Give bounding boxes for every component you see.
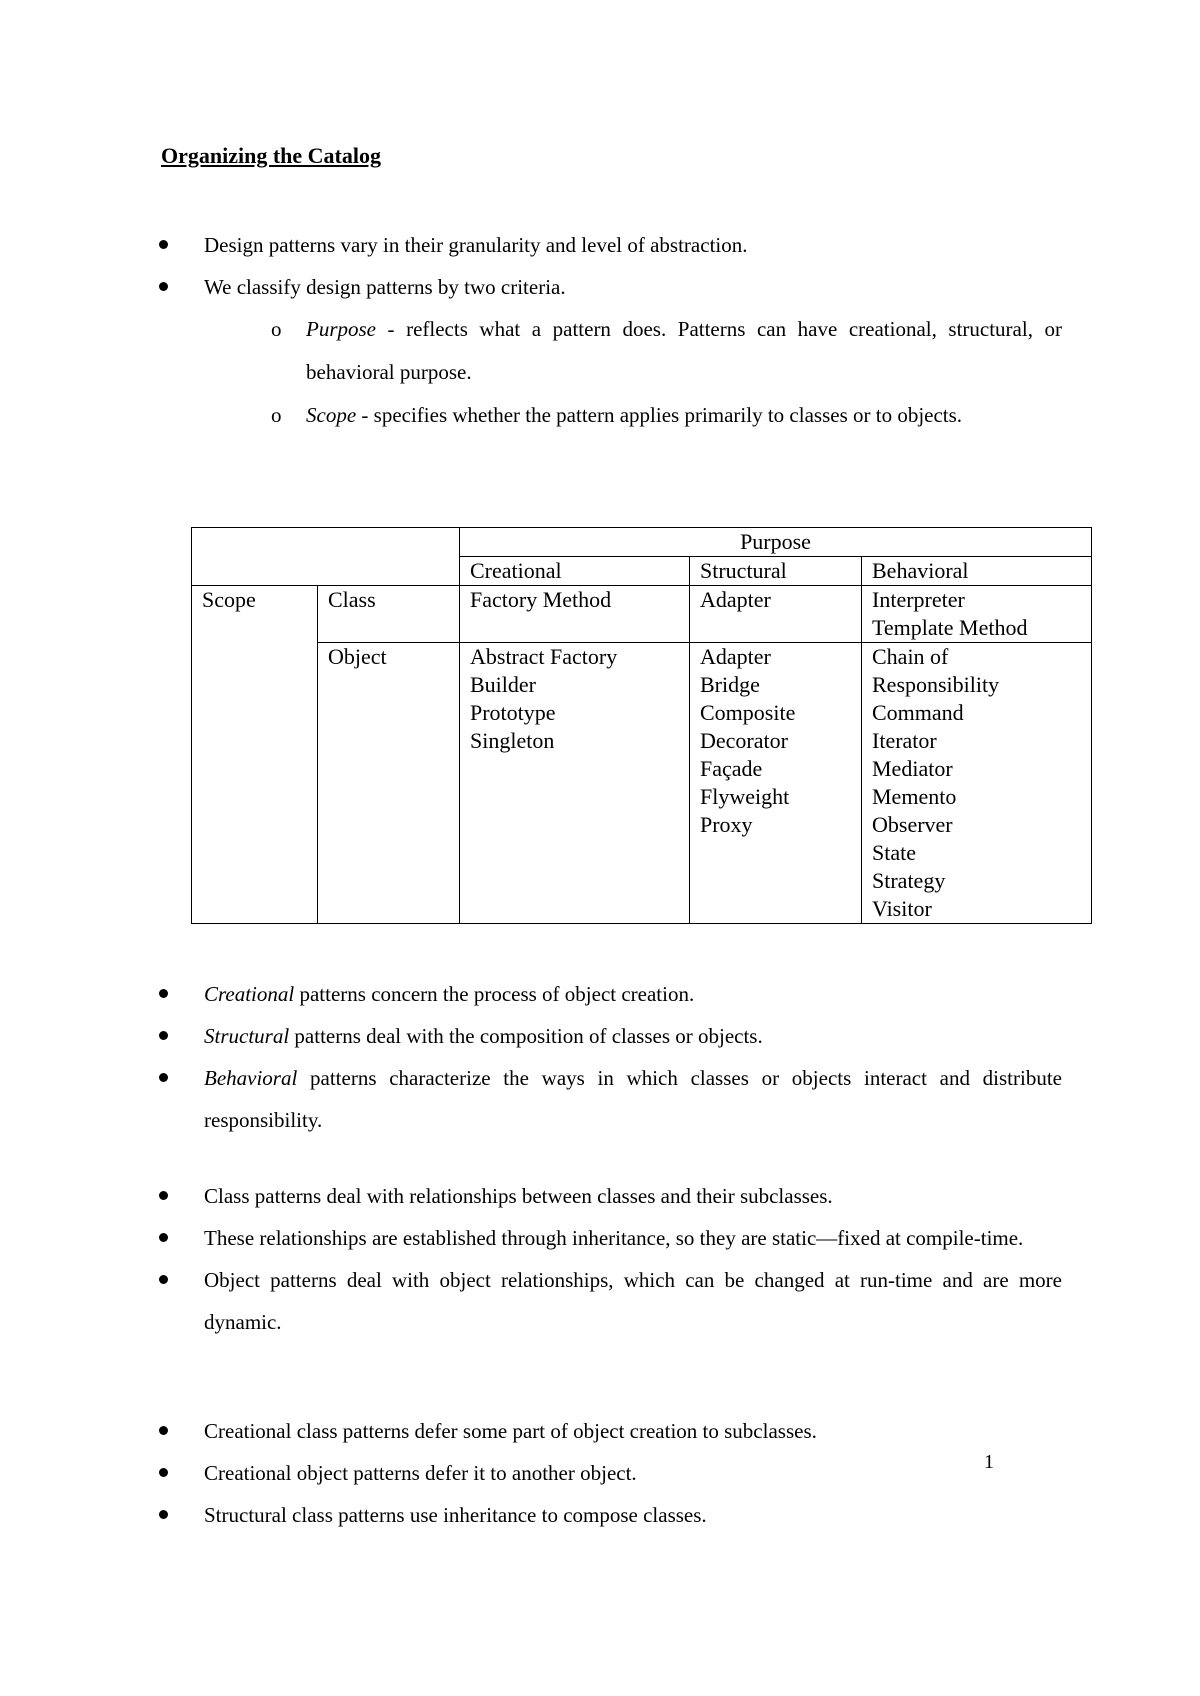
pattern-name: Prototype: [470, 700, 556, 725]
list-item: [0, 1452, 1062, 1494]
criteria-item-purpose: [0, 308, 1062, 394]
bullet-text: Design patterns vary in their granularity and level of abstraction.: [204, 233, 748, 257]
page-title: Organizing the Catalog: [161, 143, 381, 168]
bullet-text: Creational object patterns defer it to another object.: [204, 1461, 637, 1485]
list-item: [0, 1015, 1062, 1057]
pattern-name: Interpreter: [872, 587, 965, 612]
table-header-row: [192, 528, 1092, 557]
list-item: [0, 224, 1062, 266]
pattern-name: Memento: [872, 784, 957, 809]
bullet-text: patterns characterize the ways in which classes or objects interact and distribute responsibility.: [204, 1066, 1062, 1132]
list-item: [0, 1217, 1062, 1259]
pattern-name: Observer: [872, 812, 953, 837]
pattern-catalog-table: [191, 527, 1092, 924]
bullet-term: Behavioral: [204, 1066, 298, 1090]
circle-bullet-icon: o: [271, 403, 282, 427]
column-header-structural: Structural: [690, 557, 862, 586]
class-behavioral-cell: [862, 586, 1092, 643]
pattern-name: Command: [872, 700, 964, 725]
pattern-name: Visitor: [872, 896, 932, 921]
purpose-bullet-list: [0, 973, 1200, 1141]
bullet-text: Class patterns deal with relationships between classes and their subclasses.: [204, 1184, 833, 1208]
pattern-name: Chain of: [872, 644, 949, 669]
column-header-creational: Creational: [460, 557, 690, 586]
pattern-name: Proxy: [700, 812, 753, 837]
table-corner-cell: [192, 528, 460, 586]
bullet-text: patterns concern the process of object creation.: [294, 982, 695, 1006]
bullet-text: These relationships are established through inheritance, so they are static—fixed at compile-time.: [204, 1226, 1024, 1250]
list-item: [0, 973, 1062, 1015]
list-item: [0, 1410, 1062, 1452]
list-item: [0, 1494, 1062, 1536]
row-label-class: Class: [318, 586, 460, 643]
column-header-behavioral: Behavioral: [862, 557, 1092, 586]
pattern-name: Mediator: [872, 756, 953, 781]
bullet-icon: [159, 240, 168, 249]
object-behavioral-cell: [862, 643, 1092, 924]
bullet-icon: [159, 1233, 168, 1242]
pattern-name: Composite: [700, 700, 796, 725]
pattern-name: Adapter: [700, 587, 771, 612]
bullet-icon: [159, 1031, 168, 1040]
bullet-icon: [159, 1275, 168, 1284]
bullet-icon: [159, 989, 168, 998]
page-number: 1: [984, 1451, 994, 1473]
list-item: [0, 1057, 1062, 1141]
bullet-text: Structural class patterns use inheritance to compose classes.: [204, 1503, 707, 1527]
pattern-name: Decorator: [700, 728, 788, 753]
bullet-icon: [159, 1468, 168, 1477]
bullet-icon: [159, 1191, 168, 1200]
bullet-icon: [159, 1426, 168, 1435]
table-row-object: [192, 643, 1092, 924]
object-creational-cell: [460, 643, 690, 924]
scope-section: [0, 1175, 1200, 1343]
bullet-term: Creational: [204, 982, 295, 1006]
pattern-name: Factory Method: [470, 587, 612, 612]
scope-label: Scope: [192, 586, 318, 924]
pattern-name: Singleton: [470, 728, 555, 753]
circle-bullet-icon: o: [271, 317, 282, 341]
bullet-text: Creational class patterns defer some part of object creation to subclasses.: [204, 1419, 817, 1443]
table-row-class: [192, 586, 1092, 643]
bullet-text: Object patterns deal with object relationships, which can be changed at run-time and are more dynamic.: [204, 1268, 1062, 1334]
list-item: [0, 266, 1062, 308]
pattern-name: Façade: [700, 756, 763, 781]
bullet-text: We classify design patterns by two criteria.: [204, 275, 566, 299]
criteria-item-scope: [0, 394, 1062, 437]
pattern-name: Iterator: [872, 728, 937, 753]
class-structural-cell: [690, 586, 862, 643]
bullet-icon: [159, 1073, 168, 1082]
combo-bullet-list: [0, 1410, 1200, 1536]
pattern-name: Flyweight: [700, 784, 790, 809]
criteria-text: - reflects what a pattern does. Patterns can have creational, structural, or behavioral purpose.: [306, 317, 1062, 384]
bullet-icon: [159, 1510, 168, 1519]
pattern-name: Abstract Factory: [470, 644, 618, 669]
criteria-term: Scope: [306, 403, 357, 427]
object-structural-cell: [690, 643, 862, 924]
pattern-name: Adapter: [700, 644, 771, 669]
pattern-name: Strategy: [872, 868, 946, 893]
bullet-term: Structural: [204, 1024, 290, 1048]
pattern-name: Bridge: [700, 672, 760, 697]
pattern-name: State: [872, 840, 916, 865]
purpose-section: [0, 973, 1200, 1141]
class-creational-cell: [460, 586, 690, 643]
criteria-term: Purpose: [306, 317, 376, 341]
intro-section: [0, 224, 1200, 437]
purpose-header: Purpose: [460, 528, 1092, 557]
bullet-text: patterns deal with the composition of classes or objects.: [289, 1024, 763, 1048]
pattern-name: Template Method: [872, 615, 1028, 640]
scope-bullet-list: [0, 1175, 1200, 1343]
bullet-icon: [159, 282, 168, 291]
pattern-name: Responsibility: [872, 672, 1000, 697]
list-item: [0, 1175, 1062, 1217]
row-label-object: Object: [318, 643, 460, 924]
criteria-text: - specifies whether the pattern applies primarily to classes or to objects.: [356, 403, 963, 427]
pattern-name: Builder: [470, 672, 536, 697]
criteria-list: [0, 308, 1200, 437]
list-item: [0, 1259, 1062, 1343]
intro-bullet-list: [0, 224, 1200, 308]
combo-section: [0, 1410, 1200, 1536]
